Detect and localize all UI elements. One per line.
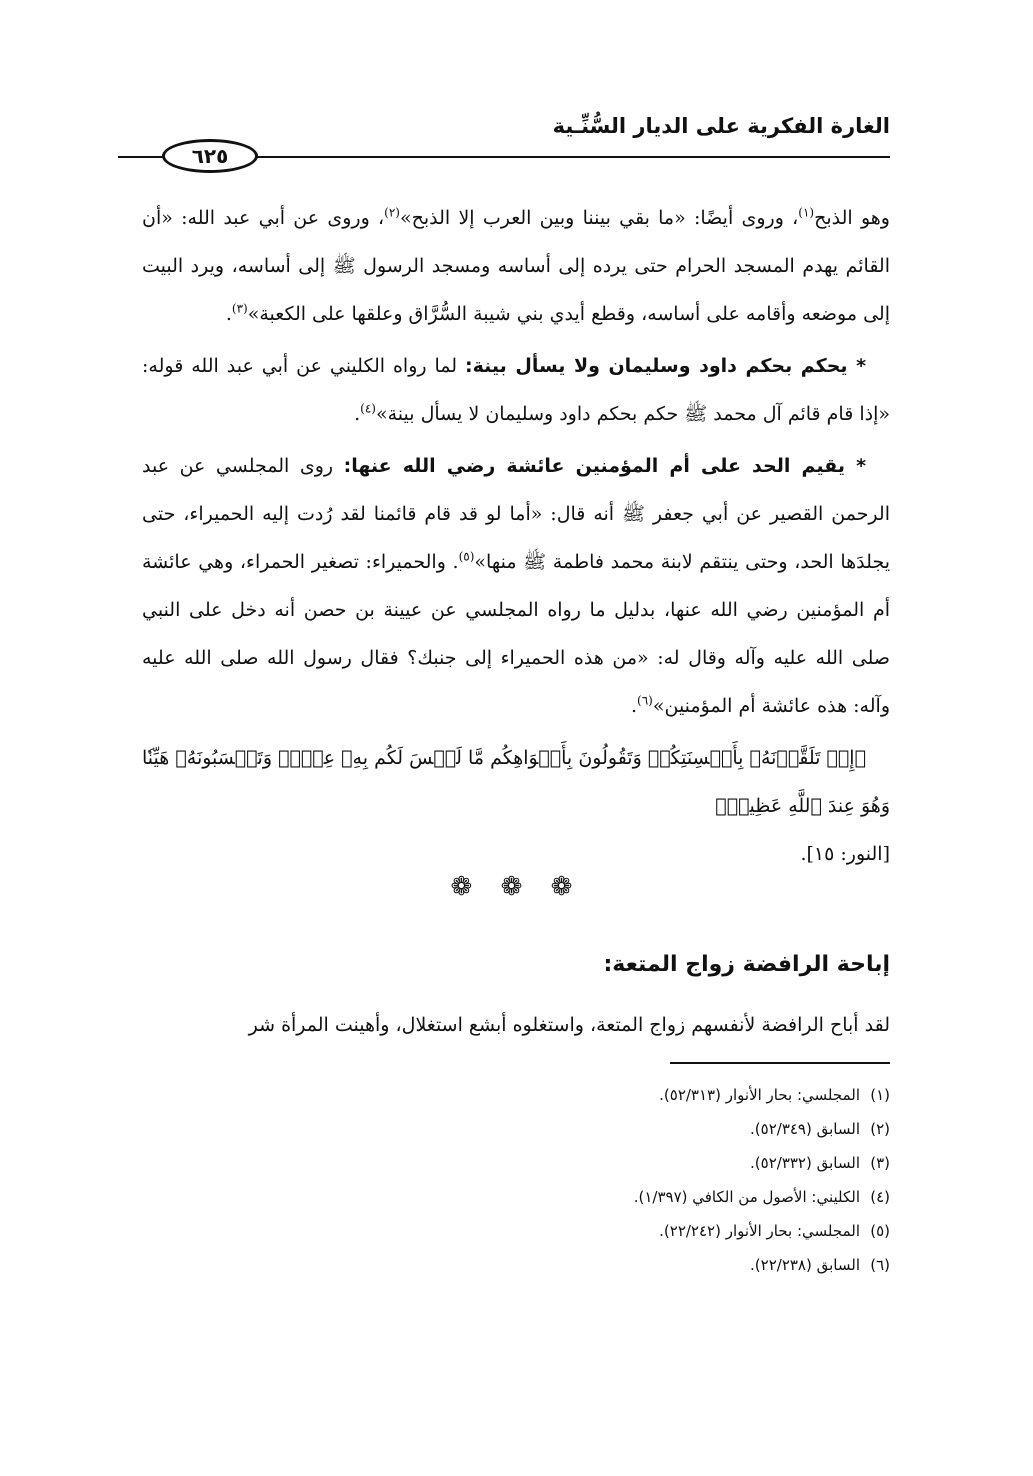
footnote-ref-1: (١) bbox=[798, 205, 815, 220]
section-heading: إباحة الرافضة زواج المتعة: bbox=[603, 952, 890, 977]
footnote-text: السابق (٥٢/٣٣٢). bbox=[750, 1154, 860, 1172]
quran-reference: [النور: ١٥]. bbox=[800, 843, 890, 865]
footnote-text: المجلسي: بحار الأنوار (٢٢/٢٤٢). bbox=[659, 1222, 860, 1240]
footnote bbox=[142, 1180, 890, 1214]
running-title: الغارة الفكرية على الديار السُّنِّـية bbox=[552, 114, 890, 138]
footnote-text: الكليني: الأصول من الكافي (١/٣٩٧). bbox=[633, 1188, 860, 1206]
p3-lead: * يقيم الحد على أم المؤمنين عائشة رضي الله عنها: bbox=[343, 455, 866, 477]
footnote-number: (٢) bbox=[870, 1120, 890, 1138]
footnotes bbox=[142, 1078, 890, 1282]
footnote-ref-5: (٥) bbox=[458, 549, 475, 564]
p3-text-1: روى المجلسي عن عبد الرحمن القصير عن أبي جعفر ﷺ أنه قال: «أما لو قد قام قائمنا لقد رُدت إليه الحميراء، حتى يجلدَها الحد، وحتى ينتقم لابنة محمد فاطمة ﷺ منها» bbox=[142, 455, 890, 573]
footnote-number: (٣) bbox=[870, 1154, 890, 1172]
paragraph-2 bbox=[142, 342, 890, 438]
paragraph-1 bbox=[142, 194, 890, 338]
p2-lead: * يحكم بحكم داود وسليمان ولا يسأل بينة: bbox=[465, 355, 867, 377]
footnote-text: السابق (٥٢/٣٤٩). bbox=[750, 1120, 860, 1138]
page-number: ٦٢٥ bbox=[162, 139, 258, 173]
p3-text-3: . bbox=[630, 695, 638, 717]
footnote bbox=[142, 1112, 890, 1146]
quran-text: ﴿إِذۡ تَلَقَّوۡنَهُۥ بِأَلۡسِنَتِكُمۡ وَتَقُولُونَ بِأَفۡوَاهِكُم مَّا لَيۡسَ لَكُم بِهِۦ عِلۡمٞ وَتَحۡسَبُونَهُۥ هَيِّنٗا وَهُوَ عِندَ ٱللَّهِ عَظِيمٞ﴾ bbox=[142, 747, 890, 817]
footnote bbox=[142, 1146, 890, 1180]
p1-text-1: وهو الذبح bbox=[814, 207, 890, 229]
p1-text-2: ، وروى أيضًا: «ما بقي بيننا وبين العرب إلا الذبح» bbox=[399, 207, 799, 229]
footnote-ref-2: (٢) bbox=[384, 205, 400, 220]
footnote-ref-4: (٤) bbox=[360, 401, 376, 416]
footnote-ref-6: (٦) bbox=[637, 693, 653, 708]
footnote-number: (٥) bbox=[870, 1222, 890, 1240]
p1-text-3: ، وروى عن أبي عبد الله: «أن القائم يهدم المسجد الحرام حتى يرده إلى أساسه ومسجد الرسول ﷺ إلى أساسه، ويرد البيت إلى موضعه وأقامه على أساسه، وقطع أيدي بني شيبة السُّرَّاق وعلقها على الكعبة» bbox=[142, 207, 890, 325]
quran-verse bbox=[142, 734, 890, 878]
footnote-ref-3: (٣) bbox=[231, 301, 248, 316]
footnote-text: المجلسي: بحار الأنوار (٥٢/٣١٣). bbox=[659, 1086, 860, 1104]
footnote bbox=[142, 1248, 890, 1282]
footnote-number: (٦) bbox=[870, 1256, 890, 1274]
p2-text-2: . bbox=[354, 403, 361, 425]
footnote bbox=[142, 1078, 890, 1112]
p2-text-1: لما رواه الكليني عن أبي عبد الله قوله: «إذا قام قائم آل محمد ﷺ حكم بحكم داود وسليمان لا يسأل بينة» bbox=[142, 355, 890, 425]
section-paragraph: لقد أباح الرافضة لأنفسهم زواج المتعة، واستغلوه أبشع استغلال، وأهينت المرأة شر bbox=[248, 1014, 890, 1036]
footnote-rule bbox=[670, 1062, 890, 1064]
paragraph-3 bbox=[142, 442, 890, 730]
p1-text-4: . bbox=[225, 303, 232, 325]
footnote-text: السابق (٢٢/٢٣٨). bbox=[750, 1256, 860, 1274]
footnote bbox=[142, 1214, 890, 1248]
body-text bbox=[142, 194, 890, 882]
footnote-number: (١) bbox=[870, 1086, 890, 1104]
p3-text-2: . والحميراء: تصغير الحمراء، وهي عائشة أم المؤمنين رضي الله عنها، بدليل ما رواه المجلسي عن عيينة بن حصن أنه دخل على النبي صلى الله عليه وآله وقال له: «من هذه الحميراء إلى جنبك؟ فقال رسول الله صلى الله عليه وآله: هذه عائشة أم المؤمنين» bbox=[142, 551, 890, 717]
section-separator: ❁ ❁ ❁ bbox=[450, 872, 583, 902]
footnote-number: (٤) bbox=[870, 1188, 890, 1206]
